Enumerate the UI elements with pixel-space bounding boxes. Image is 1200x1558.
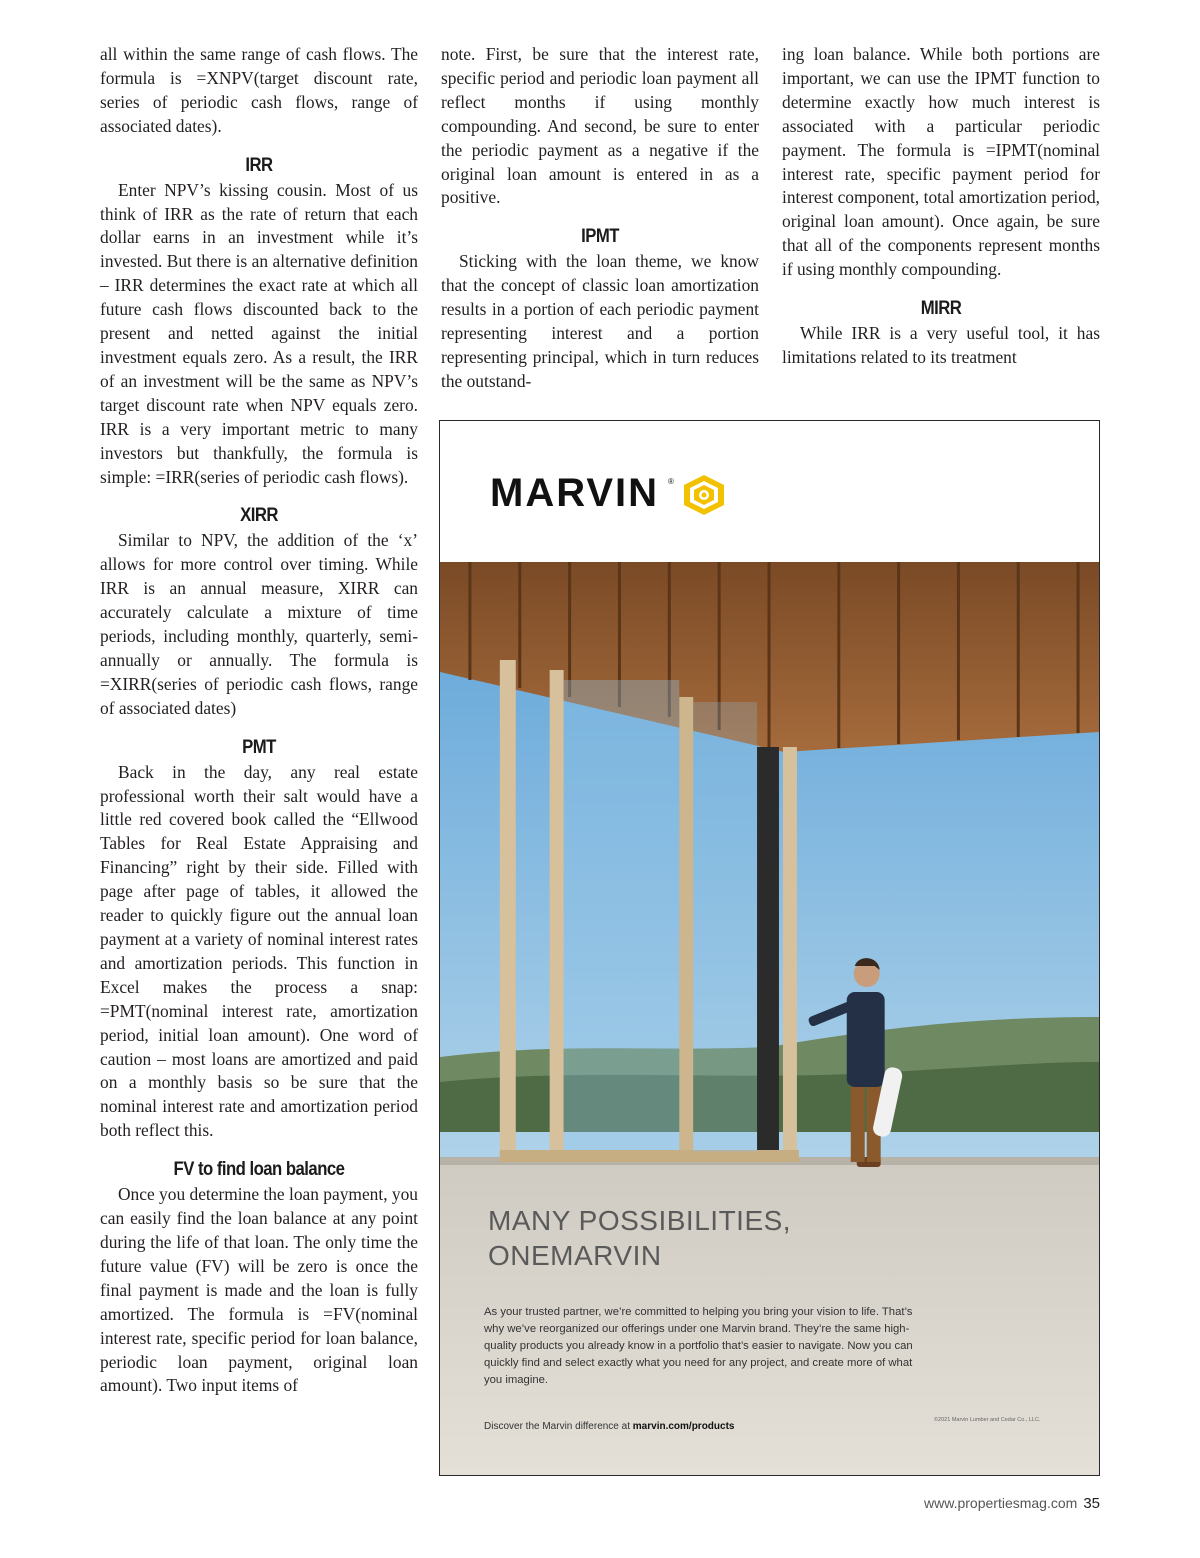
- paragraph-fv-continued: note. First, be sure that the interest rate, specific period and periodic loan payment all reflect months if using monthly compounding. And second, be sure to enter the periodic payment as a negative if the original loan amount is entered in as a positive.: [441, 44, 759, 208]
- ad-headline: [488, 1203, 988, 1273]
- paragraph-xirr: Similar to NPV, the addition of the ‘x’ allows for more control over timing. While IRR is an annual measure, XIRR can accurately calculate a mixture of time periods, including monthly, quarterly, semi-annually or annually. The formula is =XIRR(series of periodic cash flows, range of associated dates): [100, 530, 418, 718]
- heading-fv: FV to find loan balance: [173, 1159, 345, 1181]
- ad-call-to-action: [484, 1421, 734, 1432]
- marvin-rose-logo-icon: [680, 473, 728, 517]
- marvin-advertisement: [439, 420, 1100, 1476]
- paragraph-ipmt-continued: ing loan balance. While both portions are important, we can use the IPMT function to determine exactly how much interest is associated with a particular periodic payment. The formula is =IPMT(nominal interest rate, specific payment period for interest component, total amortization period, original loan amount). Once again, be sure that all of the components represent months if using monthly compounding.: [782, 44, 1100, 280]
- ad-body-text: As your trusted partner, we’re committed to helping you bring your vision to life. That’s why we’ve reorganized our offerings under one Marvin brand. They’re the same high-quality products you already know in a portfolio that’s easier to navigate. Now you can quickly find and select exactly what you need for any project, and create more of what you imagine.: [484, 1306, 913, 1386]
- heading-mirr: MIRR: [920, 298, 962, 320]
- article-column-3: [782, 43, 1100, 370]
- article-column-2: [441, 43, 759, 394]
- paragraph-ipmt: Sticking with the loan theme, we know that the concept of classic loan amortization results in a portion of each periodic payment representing interest and a portion representing principal, which in turn reduces the outstand-: [441, 251, 759, 391]
- ad-headline-line-2: ONEMARVIN: [488, 1240, 662, 1271]
- ad-copyright: ©2021 Marvin Lumber and Cedar Co., LLC.: [934, 1417, 1041, 1423]
- page-footer: [924, 1495, 1100, 1512]
- ad-cta-link[interactable]: marvin.com/products: [632, 1421, 735, 1432]
- marvin-wordmark: MARVIN: [490, 471, 660, 515]
- page-number: 35: [1083, 1495, 1100, 1512]
- heading-xirr: XIRR: [240, 505, 278, 527]
- heading-irr: IRR: [245, 154, 273, 176]
- heading-pmt: PMT: [242, 736, 276, 758]
- heading-ipmt: IPMT: [581, 226, 619, 248]
- article-column-1: [100, 43, 418, 1398]
- ad-logo-area: [440, 421, 1099, 562]
- footer-url[interactable]: www.propertiesmag.com: [924, 1495, 1078, 1511]
- paragraph-pmt: Back in the day, any real estate professional worth their salt would have a little red covered book called the “Ellwood Tables for Real Estate Appraising and Financing” right by their side. Filled with page after page of tables, it allowed the reader to quickly figure out the annual loan payment at a variety of nominal interest rates and amortization periods. This function in Excel makes the process a snap: =PMT(nominal interest rate, amortization period, initial loan amount). One word of caution – most loans are amortized and paid on a monthly basis so be sure that the nominal interest rate and amortization period both reflect this.: [100, 761, 418, 1141]
- paragraph-irr: Enter NPV’s kissing cousin. Most of us think of IRR as the rate of return that each dollar earns in an investment while it’s invested. But there is an alternative definition – IRR determines the exact rate at which all future cash flows discounted back to the present and netted against the initial investment equals zero. As a result, the IRR of an investment will be the same as NPV’s target discount rate when NPV equals zero. IRR is a very important metric to many investors but thankfully, the formula is simple: =IRR(series of periodic cash flows).: [100, 179, 418, 487]
- paragraph-fv: Once you determine the loan payment, you can easily find the loan balance at any point during the life of that loan. The only time the future value (FV) will be zero is once the final payment is made and the loan is fully amortized. The formula is =FV(nominal interest rate, specific period for loan balance, periodic loan payment, original loan amount). Two input items of: [100, 1184, 418, 1396]
- registered-mark: ®: [668, 477, 674, 486]
- ad-headline-line-1: MANY POSSIBILITIES,: [488, 1205, 792, 1236]
- paragraph-mirr: While IRR is a very useful tool, it has limitations related to its treatment: [782, 323, 1100, 367]
- ad-cta-prefix: Discover the Marvin difference at: [484, 1421, 633, 1432]
- paragraph-xnpv-continued: all within the same range of cash flows. The formula is =XNPV(target discount rate, series of periodic cash flows, range of associated dates).: [100, 44, 418, 136]
